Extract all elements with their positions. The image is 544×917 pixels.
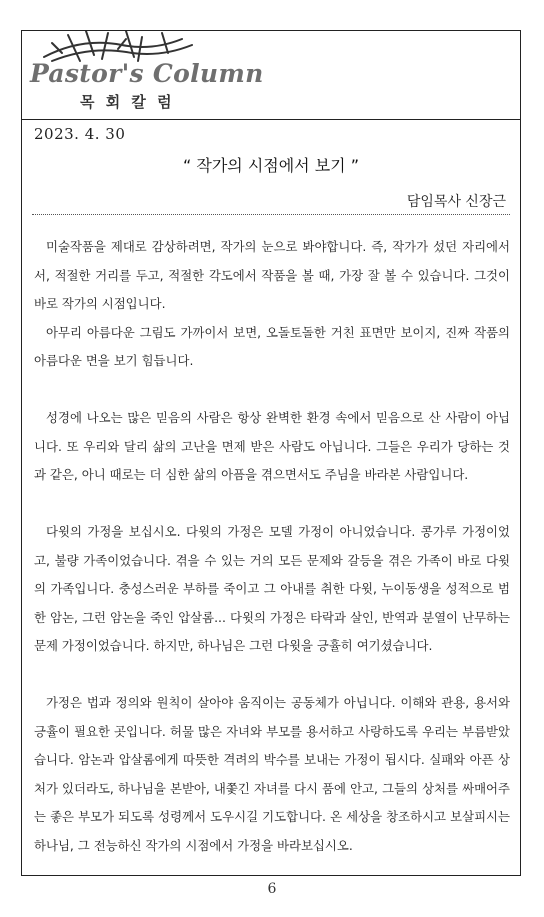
paragraph: 가정은 법과 정의와 원칙이 살아야 움직이는 공동체가 아닙니다. 이해와 관용, 용서와 긍휼이 필요한 곳입니다. 허물 많은 자녀와 부모를 용서하고 사랑하도록 우리는 부름받았습니다. 암논과 압살롬에게 따뜻한 격려의 박수를 보내는 가정이 됩시다. 실패와 아픈 상처가 있더라도, 하나님을 본받아, 내쫓긴 자녀를 다시 품에 안고, 그들의 상처를 싸매어주는 좋은 부모가 되도록 성령께서 도우시길 기도합니다. 온 세상을 창조하시고 보살피시는 하나님, 그 전능하신 작가의 시점에서 가정을 바라보십시오. xyxy=(34,695,510,853)
header-divider xyxy=(22,119,520,120)
column-subtitle: 목 회 칼 럼 xyxy=(80,93,175,111)
column-frame xyxy=(21,30,521,876)
column-title: Pastor's Column xyxy=(30,59,264,88)
column-header xyxy=(22,31,520,119)
paragraph: 성경에 나오는 많은 믿음의 사람은 항상 완벽한 환경 속에서 믿음으로 산 사람이 아닙니다. 또 우리와 달리 삶의 고난을 면제 받은 사람도 아닙니다. 그들은 우리가 당하는 것과 같은, 아니 때로는 더 심한 삶의 아픔을 겪으면서도 주님을 바라본 사람입니다. xyxy=(34,410,510,482)
paragraph: 다윗의 가정을 보십시오. 다윗의 가정은 모델 가정이 아니었습니다. 콩가루 가정이었고, 불량 가족이었습니다. 겪을 수 있는 거의 모든 문제와 갈등을 겪은 가족이 바로 다윗의 가족입니다. 충성스러운 부하를 죽이고 그 아내를 취한 다윗, 누이동생을 성적으로 범한 암논, 그런 암논을 죽인 압살롬... 다윗의 가정은 타락과 살인, 반역과 분열이 난무하는 문제 가정이었습니다. 하지만, 하나님은 그런 다윗을 긍휼히 여기셨습니다. xyxy=(34,524,510,653)
paragraph: 아무리 아름다운 그림도 가까이서 보면, 오돌토돌한 거친 표면만 보이지, 진짜 작품의 아름다운 면을 보기 힘듭니다. xyxy=(34,324,510,368)
page-number: 6 xyxy=(267,881,277,897)
dotted-divider xyxy=(32,214,510,215)
paragraph: 미술작품을 제대로 감상하려면, 작가의 눈으로 봐야합니다. 즉, 작가가 섰던 자리에서서, 적절한 거리를 두고, 적절한 각도에서 작품을 볼 때, 가장 잘 볼 수 있습니다. 그것이 바로 작가의 시점입니다. xyxy=(34,239,510,311)
article-title: “ 작가의 시점에서 보기 ” xyxy=(182,156,360,175)
article-author: 담임목사 신장근 xyxy=(406,194,506,210)
article-body xyxy=(34,233,510,860)
article-date: 2023. 4. 30 xyxy=(34,125,126,143)
